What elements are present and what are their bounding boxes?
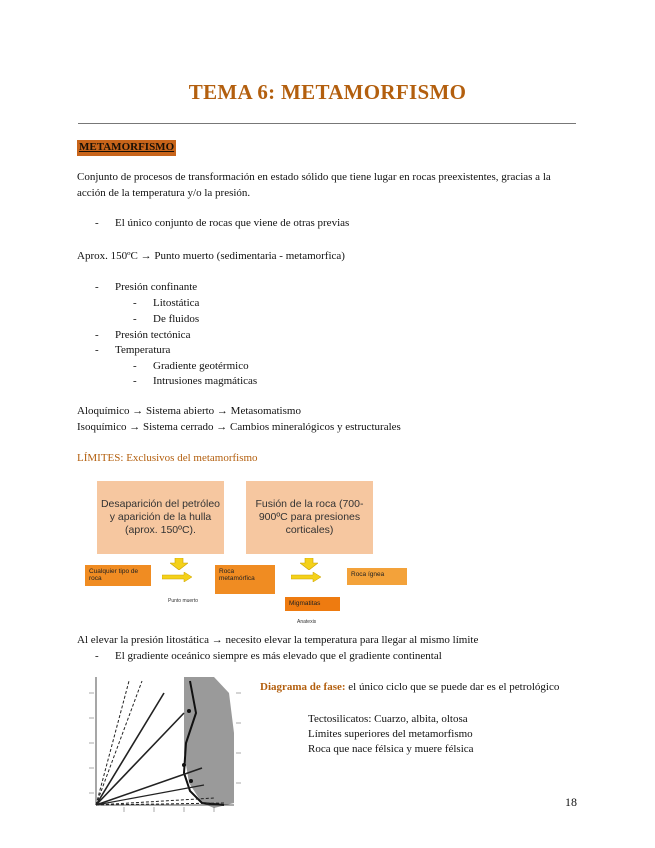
- arrow-down-right-icon: [300, 558, 318, 570]
- box-lower-limit-text: Desaparición del petróleo y aparición de la hulla (aprox. 150ºC).: [100, 497, 221, 537]
- box-upper-limit-text: Fusión de la roca (700-900ºC para presiones corticales): [255, 497, 364, 537]
- arrow-down-left-icon: [170, 558, 188, 570]
- dead-point-line: Aprox. 150ºC → Punto muerto (sedimentaria - metamorfica): [77, 250, 345, 262]
- limites-heading: LÍMITES: Exclusivos del metamorfismo: [77, 452, 258, 464]
- factor-temperatura: Temperatura: [115, 344, 171, 356]
- bullet-gradient: El gradiente oceánico siempre es más elevado que el gradiente continental: [115, 650, 442, 662]
- factor-intrusiones: Intrusiones magmáticas: [153, 375, 258, 387]
- label-punto-muerto: Punto muerto: [168, 598, 199, 604]
- phase-line-tectosilicatos: Tectosilicatos: Cuarzo, albita, oltosa: [308, 713, 468, 725]
- box-upper-limit: [246, 481, 373, 554]
- phase-label: Diagrama de fase:: [260, 681, 346, 693]
- page-number: 18: [565, 795, 577, 809]
- bullet-dash: -: [95, 217, 99, 229]
- label-anatexis: Anatexis: [297, 619, 317, 625]
- node-metamorphic-rock: Roca metamórfica: [215, 565, 275, 594]
- node-migmatitas: Migmatitas: [285, 597, 340, 611]
- intro-paragraph: Conjunto de procesos de transformación en estado sólido que tiene lugar en rocas preexistentes, gracias a la acción de la temperatura y/o la presión.: [77, 171, 551, 199]
- phase-diagram-figure: [84, 673, 242, 823]
- bullet-dash: -: [95, 344, 99, 356]
- sub-dash: -: [133, 375, 137, 387]
- bullet-dash: -: [95, 329, 99, 341]
- bullet-dash: -: [95, 281, 99, 293]
- factor-presion-confinante: Presión confinante: [115, 281, 198, 293]
- pressure-line: Al elevar la presión litostática → necesito elevar la temperatura para llegar al mismo límite: [77, 634, 479, 646]
- factor-fluidos: De fluidos: [153, 313, 200, 325]
- sub-dash: -: [133, 313, 137, 325]
- bullet-unique-rocks: El único conjunto de rocas que viene de otras previas: [115, 217, 350, 229]
- factor-litostatica: Litostática: [153, 297, 200, 309]
- phase-line-roca: Roca que nace félsica y muere félsica: [308, 743, 474, 755]
- sub-dash: -: [133, 297, 137, 309]
- node-any-rock: Cualquier tipo de roca: [85, 565, 151, 586]
- page-title: TEMA 6: METAMORFISMO: [188, 80, 467, 104]
- factor-gradiente: Gradiente geotérmico: [153, 360, 249, 372]
- box-lower-limit: [97, 481, 224, 554]
- section-heading: METAMORFISMO: [77, 140, 176, 156]
- aloquimico-line: Aloquímico → Sistema abierto → Metasomatismo: [77, 405, 301, 417]
- bullet-dash: -: [95, 650, 99, 662]
- sub-dash: -: [133, 360, 137, 372]
- factor-presion-tectonica: Presión tectónica: [115, 329, 191, 341]
- phase-text: el único ciclo que se puede dar es el petrológico: [345, 681, 560, 693]
- phase-line-limites: Límites superiores del metamorfismo: [308, 728, 473, 740]
- arrow-right-icon: [291, 572, 321, 582]
- arrow-right-icon: [162, 572, 192, 582]
- title-divider: [78, 123, 576, 124]
- node-igneous-rock: Roca ígnea: [347, 568, 407, 585]
- isoquimico-line: Isoquímico → Sistema cerrado → Cambios mineralógicos y estructurales: [77, 421, 401, 433]
- phase-paragraph: [260, 680, 580, 696]
